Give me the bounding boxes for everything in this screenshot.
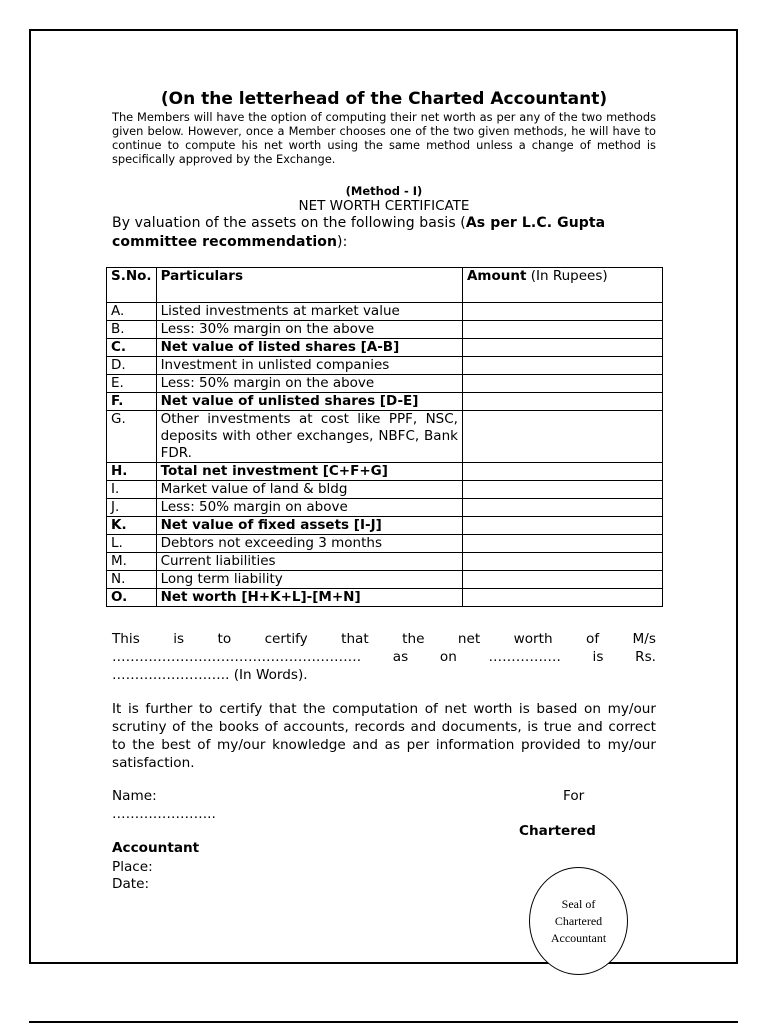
row-particulars: Net worth [H+K+L]-[M+N]: [156, 589, 462, 607]
row-sno: E.: [107, 375, 157, 393]
table-row: [107, 481, 663, 499]
certify-word: is: [173, 631, 185, 647]
certify-word: …………….: [488, 649, 561, 665]
bottom-rule: [29, 1021, 738, 1023]
seal-line-1: Seal of: [561, 896, 596, 911]
basis-paragraph: [112, 214, 656, 252]
certify-word: of: [586, 631, 600, 647]
row-particulars: Less: 30% margin on the above: [156, 321, 462, 339]
header-amount-unit: (In Rupees): [526, 268, 608, 284]
row-amount: [462, 535, 662, 553]
row-particulars: Market value of land & bldg: [156, 481, 462, 499]
table-row: [107, 411, 663, 463]
row-sno: L.: [107, 535, 157, 553]
certify-word: net: [457, 631, 481, 647]
table-row: [107, 553, 663, 571]
certify-word: that: [341, 631, 369, 647]
certify-word: as: [392, 649, 409, 665]
row-particulars: Net value of listed shares [A-B]: [156, 339, 462, 357]
table-row: [107, 589, 663, 607]
basis-prefix: By valuation of the assets on the following basis (: [112, 215, 466, 231]
certify-word: is: [592, 649, 604, 665]
certify-word: on: [439, 649, 457, 665]
row-sno: F.: [107, 393, 157, 411]
seal-line-3: Accountant: [550, 930, 607, 945]
certify-word: M/s: [632, 631, 656, 647]
row-particulars: Debtors not exceeding 3 months: [156, 535, 462, 553]
method-label: (Method - I): [345, 184, 423, 198]
row-amount: [462, 303, 662, 321]
accountant-label: Accountant: [112, 840, 200, 856]
row-sno: J.: [107, 499, 157, 517]
row-particulars: Total net investment [C+F+G]: [156, 463, 462, 481]
row-sno: M.: [107, 553, 157, 571]
certify-word: Rs.: [635, 649, 656, 665]
header-particulars: Particulars: [156, 268, 462, 303]
row-sno: I.: [107, 481, 157, 499]
further-paragraph: It is further to certify that the computation of net worth is based on my/our scrutiny of the books of accounts, records and documents, is true and correct to the best of my/our knowledge and as per information provided to my/our satisfaction.: [112, 701, 656, 771]
chartered-label: Chartered: [519, 823, 596, 839]
intro-paragraph: The Members will have the option of computing their net worth as per any of the two methods given below. However, once a Member chooses one of the two given methods, he will have to continue to compute his net worth using the same method unless a change of method is specifically approved by the Exchange.: [112, 110, 656, 166]
table-row: [107, 357, 663, 375]
name-blank: …………………..: [112, 806, 216, 822]
row-sno: K.: [107, 517, 157, 535]
seal-line-2: Chartered: [554, 913, 603, 928]
row-particulars: Net value of fixed assets [I-J]: [156, 517, 462, 535]
table-row: [107, 535, 663, 553]
row-amount: [462, 321, 662, 339]
table-row: [107, 517, 663, 535]
row-sno: G.: [107, 411, 157, 463]
row-amount: [462, 517, 662, 535]
table-row: [107, 303, 663, 321]
place-label: Place:: [112, 859, 153, 875]
row-particulars: Other investments at cost like PPF, NSC, deposits with other exchanges, NBFC, Bank FDR.: [156, 411, 462, 463]
row-particulars: Long term liability: [156, 571, 462, 589]
certify-paragraph: [112, 630, 656, 684]
table-row: [107, 571, 663, 589]
row-amount: [462, 463, 662, 481]
basis-suffix: ):: [337, 234, 348, 250]
row-amount: [462, 339, 662, 357]
row-sno: D.: [107, 357, 157, 375]
certificate-title: NET WORTH CERTIFICATE: [298, 198, 470, 214]
date-label: Date:: [112, 876, 150, 892]
certify-word: to: [217, 631, 232, 647]
row-particulars: Net value of unlisted shares [D-E]: [156, 393, 462, 411]
ca-seal: [529, 867, 628, 975]
row-particulars: Less: 50% margin on the above: [156, 375, 462, 393]
row-particulars: Investment in unlisted companies: [156, 357, 462, 375]
basis-bold: As per L.C. Gupta committee recommendation: [112, 215, 606, 250]
table-header-row: [107, 268, 663, 303]
row-amount: [462, 553, 662, 571]
row-amount: [462, 411, 662, 463]
table-row: [107, 339, 663, 357]
header-sno-text: S.No.: [111, 268, 152, 284]
certify-word: the: [402, 631, 425, 647]
row-particulars: Current liabilities: [156, 553, 462, 571]
header-sno: [107, 268, 157, 303]
header-amount: [462, 268, 662, 303]
row-amount: [462, 481, 662, 499]
table-row: [107, 375, 663, 393]
letterhead-heading: (On the letterhead of the Charted Accountant): [160, 89, 608, 109]
name-label: Name:: [112, 788, 157, 804]
for-label: For: [563, 788, 585, 804]
row-amount: [462, 499, 662, 517]
certify-line-2: [112, 648, 656, 666]
table-row: [107, 393, 663, 411]
row-sno: O.: [107, 589, 157, 607]
row-sno: H.: [107, 463, 157, 481]
net-worth-table: [106, 267, 663, 607]
certify-line-3: …………………….. (In Words).: [112, 667, 308, 683]
certify-word: certify: [264, 631, 308, 647]
table-row: [107, 321, 663, 339]
certify-word: ……………………………………………….: [112, 649, 362, 665]
row-sno: N.: [107, 571, 157, 589]
row-amount: [462, 357, 662, 375]
certify-word: worth: [513, 631, 553, 647]
certify-line-1: [112, 630, 656, 648]
header-amount-bold: Amount: [466, 268, 527, 284]
certify-word: This: [112, 631, 140, 647]
table-row: [107, 463, 663, 481]
row-sno: A.: [107, 303, 157, 321]
table-row: [107, 499, 663, 517]
row-amount: [462, 375, 662, 393]
row-amount: [462, 393, 662, 411]
row-sno: B.: [107, 321, 157, 339]
row-sno: C.: [107, 339, 157, 357]
row-particulars: Less: 50% margin on above: [156, 499, 462, 517]
row-amount: [462, 589, 662, 607]
seal-text: [551, 896, 606, 947]
row-amount: [462, 571, 662, 589]
row-particulars: Listed investments at market value: [156, 303, 462, 321]
